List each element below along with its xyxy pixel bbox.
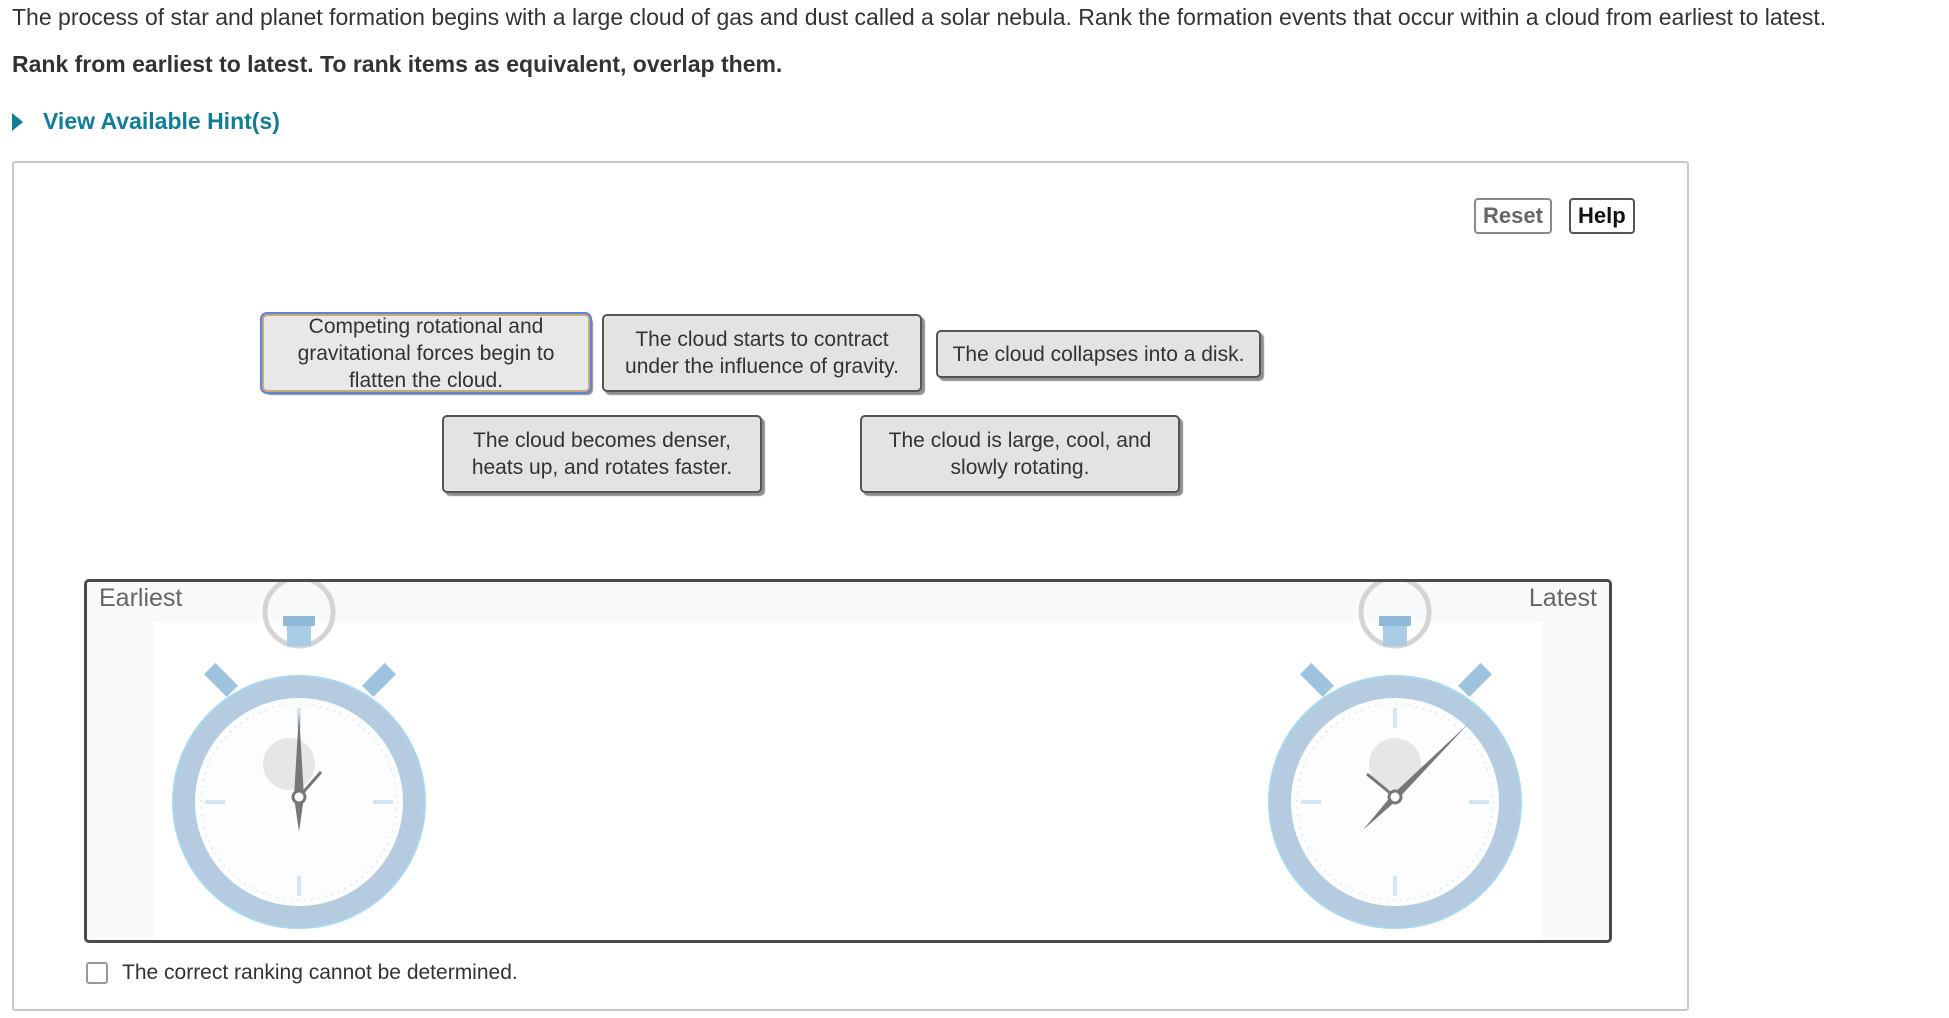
cannot-determine-checkbox[interactable] — [86, 962, 108, 984]
rank-item-large-cool[interactable]: The cloud is large, cool, and slowly rotating. — [860, 415, 1180, 493]
earliest-label: Earliest — [99, 584, 183, 612]
ranking-drop-zone[interactable] — [84, 579, 1612, 943]
reset-button[interactable]: Reset — [1474, 198, 1552, 234]
ranking-instructions: Rank from earliest to latest. To rank items as equivalent, overlap them. — [12, 51, 783, 77]
cannot-determine-row — [86, 961, 518, 985]
stopwatch-latest-icon — [1255, 582, 1555, 943]
cannot-determine-label: The correct ranking cannot be determined. — [122, 961, 518, 984]
latest-label: Latest — [1528, 584, 1597, 612]
view-hints-link[interactable] — [12, 108, 280, 135]
rank-item-denser[interactable]: The cloud becomes denser, heats up, and rotates faster. — [442, 415, 762, 493]
rank-item-disk[interactable]: The cloud collapses into a disk. — [936, 330, 1261, 378]
ranking-panel — [12, 161, 1689, 1011]
view-hints-label: View Available Hint(s) — [43, 108, 280, 134]
rank-item-flatten[interactable]: Competing rotational and gravitational forces begin to flatten the cloud. — [262, 314, 590, 392]
expand-triangle-icon — [12, 113, 23, 131]
question-intro: The process of star and planet formation begins with a large cloud of gas and dust called a solar nebula. Rank the formation events that occur within a cloud from earliest to latest. — [12, 4, 1827, 30]
rank-item-contract[interactable]: The cloud starts to contract under the influence of gravity. — [602, 314, 922, 392]
stopwatch-earliest-icon — [159, 582, 459, 943]
help-button[interactable]: Help — [1569, 198, 1635, 234]
